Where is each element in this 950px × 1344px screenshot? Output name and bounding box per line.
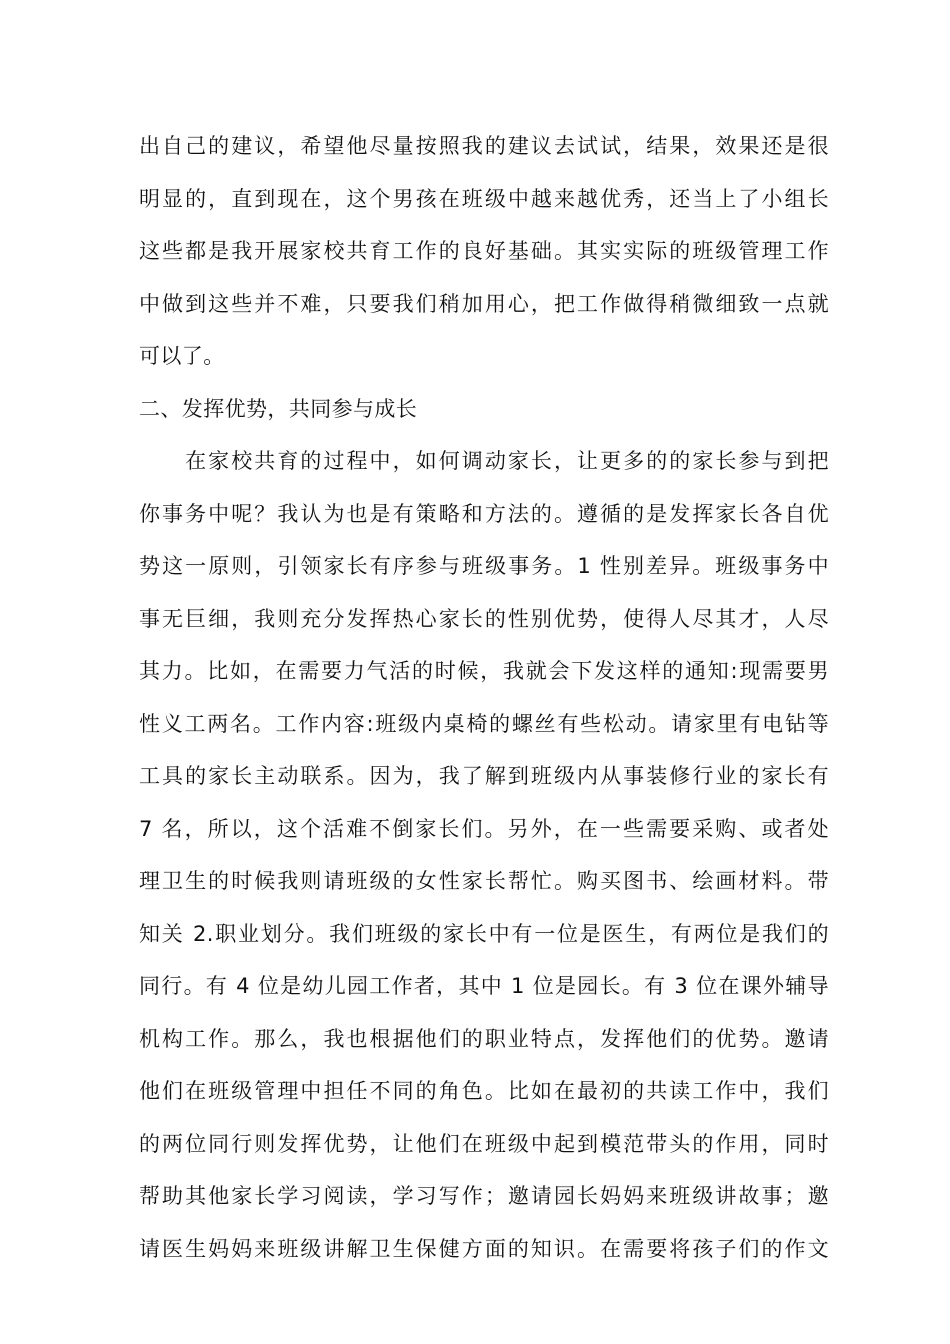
text-line: 其力。比如，在需要力气活的时候，我就会下发这样的通知:现需要男 xyxy=(139,659,829,683)
body-text xyxy=(139,120,829,1275)
text-line: 性义工两名。工作内容:班级内桌椅的螺丝有些松动。请家里有电钻等 xyxy=(139,711,829,736)
text-line: 机构工作。那么，我也根据他们的职业特点，发挥他们的优势。邀请 xyxy=(139,1026,829,1051)
text-line: 他们在班级管理中担任不同的角色。比如在最初的共读工作中，我们 xyxy=(139,1079,829,1103)
text-line: 可以了。 xyxy=(139,344,225,368)
text-line: 你事务中呢？我认为也是有策略和方法的。遵循的是发挥家长各自优 xyxy=(139,501,829,526)
section-heading: 二、发挥优势，共同参与成长 xyxy=(139,396,418,421)
text-line: 明显的，直到现在，这个男孩在班级中越来越优秀，还当上了小组长 xyxy=(139,186,829,211)
text-line: 工具的家长主动联系。因为，我了解到班级内从事装修行业的家长有 xyxy=(139,764,829,788)
text-line: 7 名，所以，这个活难不倒家长们。另外，在一些需要采购、或者处 xyxy=(139,816,829,841)
text-line: 出自己的建议，希望他尽量按照我的建议去试试，结果，效果还是很 xyxy=(139,134,829,158)
text-line: 势这一原则，引领家长有序参与班级事务。1 性别差异。班级事务中 xyxy=(139,554,829,578)
text-line: 请医生妈妈来班级讲解卫生保健方面的知识。在需要将孩子们的作文 xyxy=(139,1236,829,1261)
text-line: 知关 2.职业划分。我们班级的家长中有一位是医生，有两位是我们的 xyxy=(139,921,829,946)
text-line: 的两位同行则发挥优势，让他们在班级中起到模范带头的作用，同时 xyxy=(139,1131,829,1156)
text-line: 在家校共育的过程中，如何调动家长，让更多的的家长参与到把 xyxy=(139,449,829,473)
text-line: 这些都是我开展家校共育工作的良好基础。其实实际的班级管理工作 xyxy=(139,239,829,263)
text-line: 事无巨细，我则充分发挥热心家长的性别优势，使得人尽其才，人尽 xyxy=(139,606,829,631)
text-line: 理卫生的时候我则请班级的女性家长帮忙。购买图书、绘画材料。带 xyxy=(139,869,829,893)
text-line: 中做到这些并不难，只要我们稍加用心，把工作做得稍微细致一点就 xyxy=(139,291,829,316)
text-line: 帮助其他家长学习阅读，学习写作；邀请园长妈妈来班级讲故事；邀 xyxy=(139,1184,829,1208)
text-line: 同行。有 4 位是幼儿园工作者，其中 1 位是园长。有 3 位在课外辅导 xyxy=(139,974,829,998)
